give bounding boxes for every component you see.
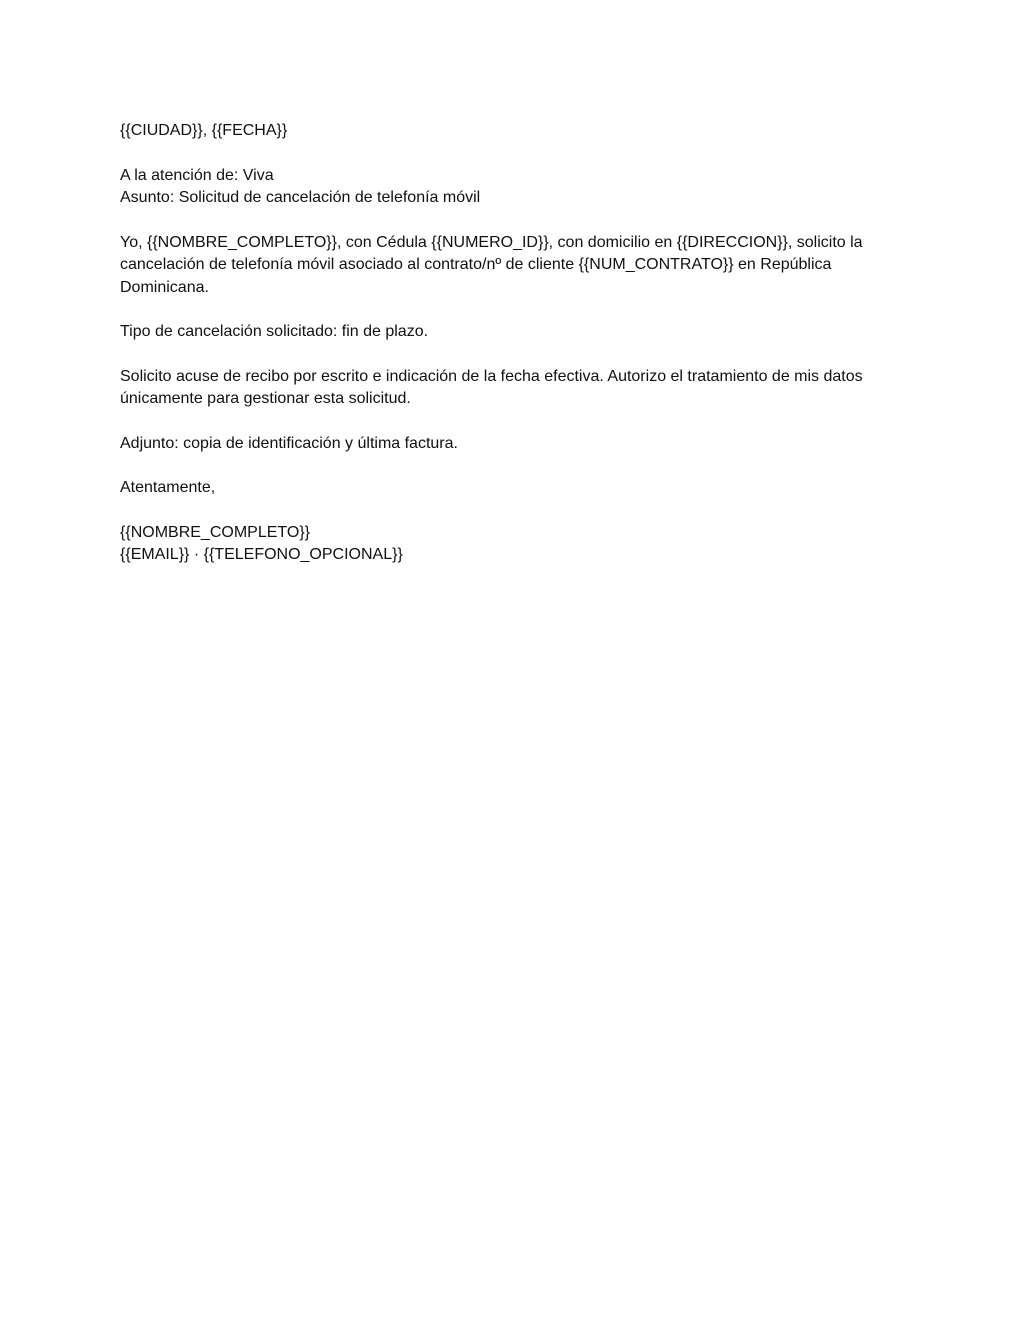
- header-block: [120, 165, 910, 210]
- attention-line: A la atención de: Viva: [120, 166, 274, 184]
- subject-line: Asunto: Solicitud de cancelación de telefonía móvil: [120, 189, 481, 206]
- cancellation-type-paragraph: Tipo de cancelación solicitado: fin de plazo.: [120, 323, 429, 340]
- acknowledgement-paragraph: Solicito acuse de recibo por escrito e indicación de la fecha efectiva. Autorizo el tratamiento de mis datos únicamente para gestionar esta solicitud.: [120, 367, 863, 407]
- signature-block: [120, 522, 910, 567]
- body-paragraph: Yo, {{NOMBRE_COMPLETO}}, con Cédula {{NUMERO_ID}}, con domicilio en {{DIRECCION}}, solicito la cancelación de telefonía móvil asociado al contrato/nº de cliente {{NUM_CONTRATO}} en República Dominicana.: [120, 233, 863, 296]
- signature-contact: {{EMAIL}} · {{TELEFONO_OPCIONAL}}: [120, 546, 403, 563]
- signature-name: {{NOMBRE_COMPLETO}}: [120, 523, 310, 541]
- place-date-line: {{CIUDAD}}, {{FECHA}}: [120, 122, 288, 139]
- attachments-paragraph: Adjunto: copia de identificación y última factura.: [120, 434, 458, 452]
- letter-body: [120, 120, 910, 567]
- closing-line: Atentamente,: [120, 479, 216, 496]
